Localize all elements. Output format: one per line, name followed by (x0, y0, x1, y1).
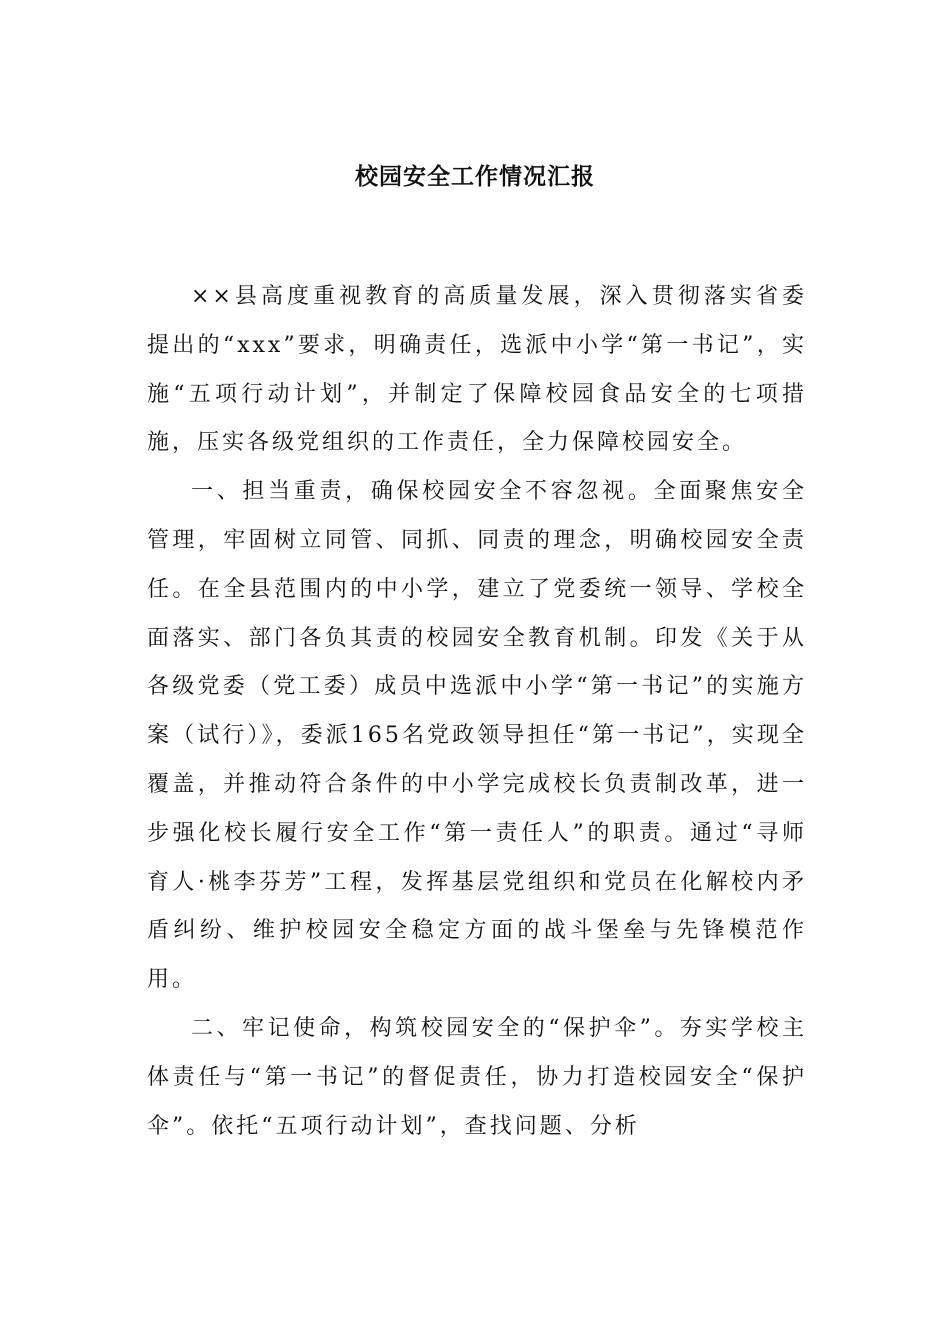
paragraph-intro: ××县高度重视教育的高质量发展，深入贯彻落实省委提出的“xxx”要求，明确责任，选派中小学“第一书记”，实施“五项行动计划”，并制定了保障校园食品安全的七项措施，压实各级党组织的工作责任，全力保障校园安全。 (147, 284, 807, 456)
paragraph-section-two: 二、牢记使命，构筑校园安全的“保护伞”。夯实学校主体责任与“第一书记”的督促责任，协力打造校园安全“保护伞”。依托“五项行动计划”，查找问题、分析 (147, 1015, 807, 1139)
document-body (147, 273, 807, 1151)
document-title: 校园安全工作情况汇报 (355, 163, 595, 190)
paragraph-section-one: 一、担当重责，确保校园安全不容忽视。全面聚焦安全管理，牢固树立同管、同抓、同责的理念，明确校园安全责任。在全县范围内的中小学，建立了党委统一领导、学校全面落实、部门各负其责的校园安全教育机制。印发《关于从各级党委（党工委）成员中选派中小学“第一书记”的实施方案（试行）》，委派165名党政领导担任“第一书记”，实现全覆盖，并推动符合条件的中小学完成校长负责制改革，进一步强化校长履行安全工作“第一责任人”的职责。通过“寻师育人·桃李芬芳”工程，发挥基层党组织和党员在化解校内矛盾纠纷、维护校园安全稳定方面的战斗堡垒与先锋模范作用。 (147, 479, 807, 993)
